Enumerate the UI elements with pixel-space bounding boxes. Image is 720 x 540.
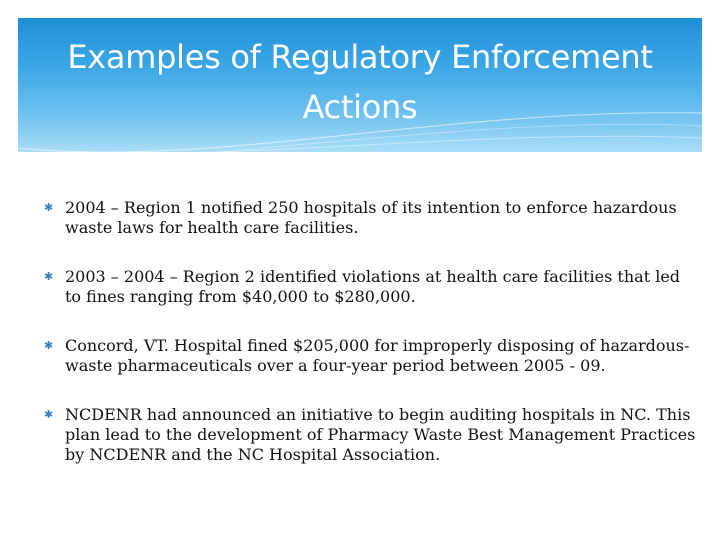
asterisk-icon: ✱ (44, 339, 54, 352)
list-item (44, 267, 699, 307)
list-item (44, 198, 699, 238)
list-item (44, 405, 699, 465)
bullet-text: 2003 – 2004 – Region 2 identified violations at health care facilities that led to fines ranging from $40,000 to $280,000. (65, 267, 681, 306)
asterisk-icon: ✱ (44, 270, 54, 283)
bullet-list (44, 198, 699, 494)
bullet-text: 2004 – Region 1 notified 250 hospitals of its intention to enforce hazardous waste laws for health care facilities. (65, 198, 677, 237)
asterisk-icon: ✱ (44, 408, 54, 421)
slide-title: Examples of Regulatory Enforcement Actions (67, 38, 653, 126)
bullet-text: NCDENR had announced an initiative to begin auditing hospitals in NC. This plan lead to the development of Pharmacy Waste Best Management Practices by NCDENR and the NC Hospital Association. (65, 405, 696, 464)
bullet-text: Concord, VT. Hospital fined $205,000 for improperly disposing of hazardous-waste pharmaceuticals over a four-year period between 2005 - 09. (65, 336, 690, 375)
asterisk-icon: ✱ (44, 201, 54, 214)
title-banner (18, 18, 702, 152)
list-item (44, 336, 699, 376)
